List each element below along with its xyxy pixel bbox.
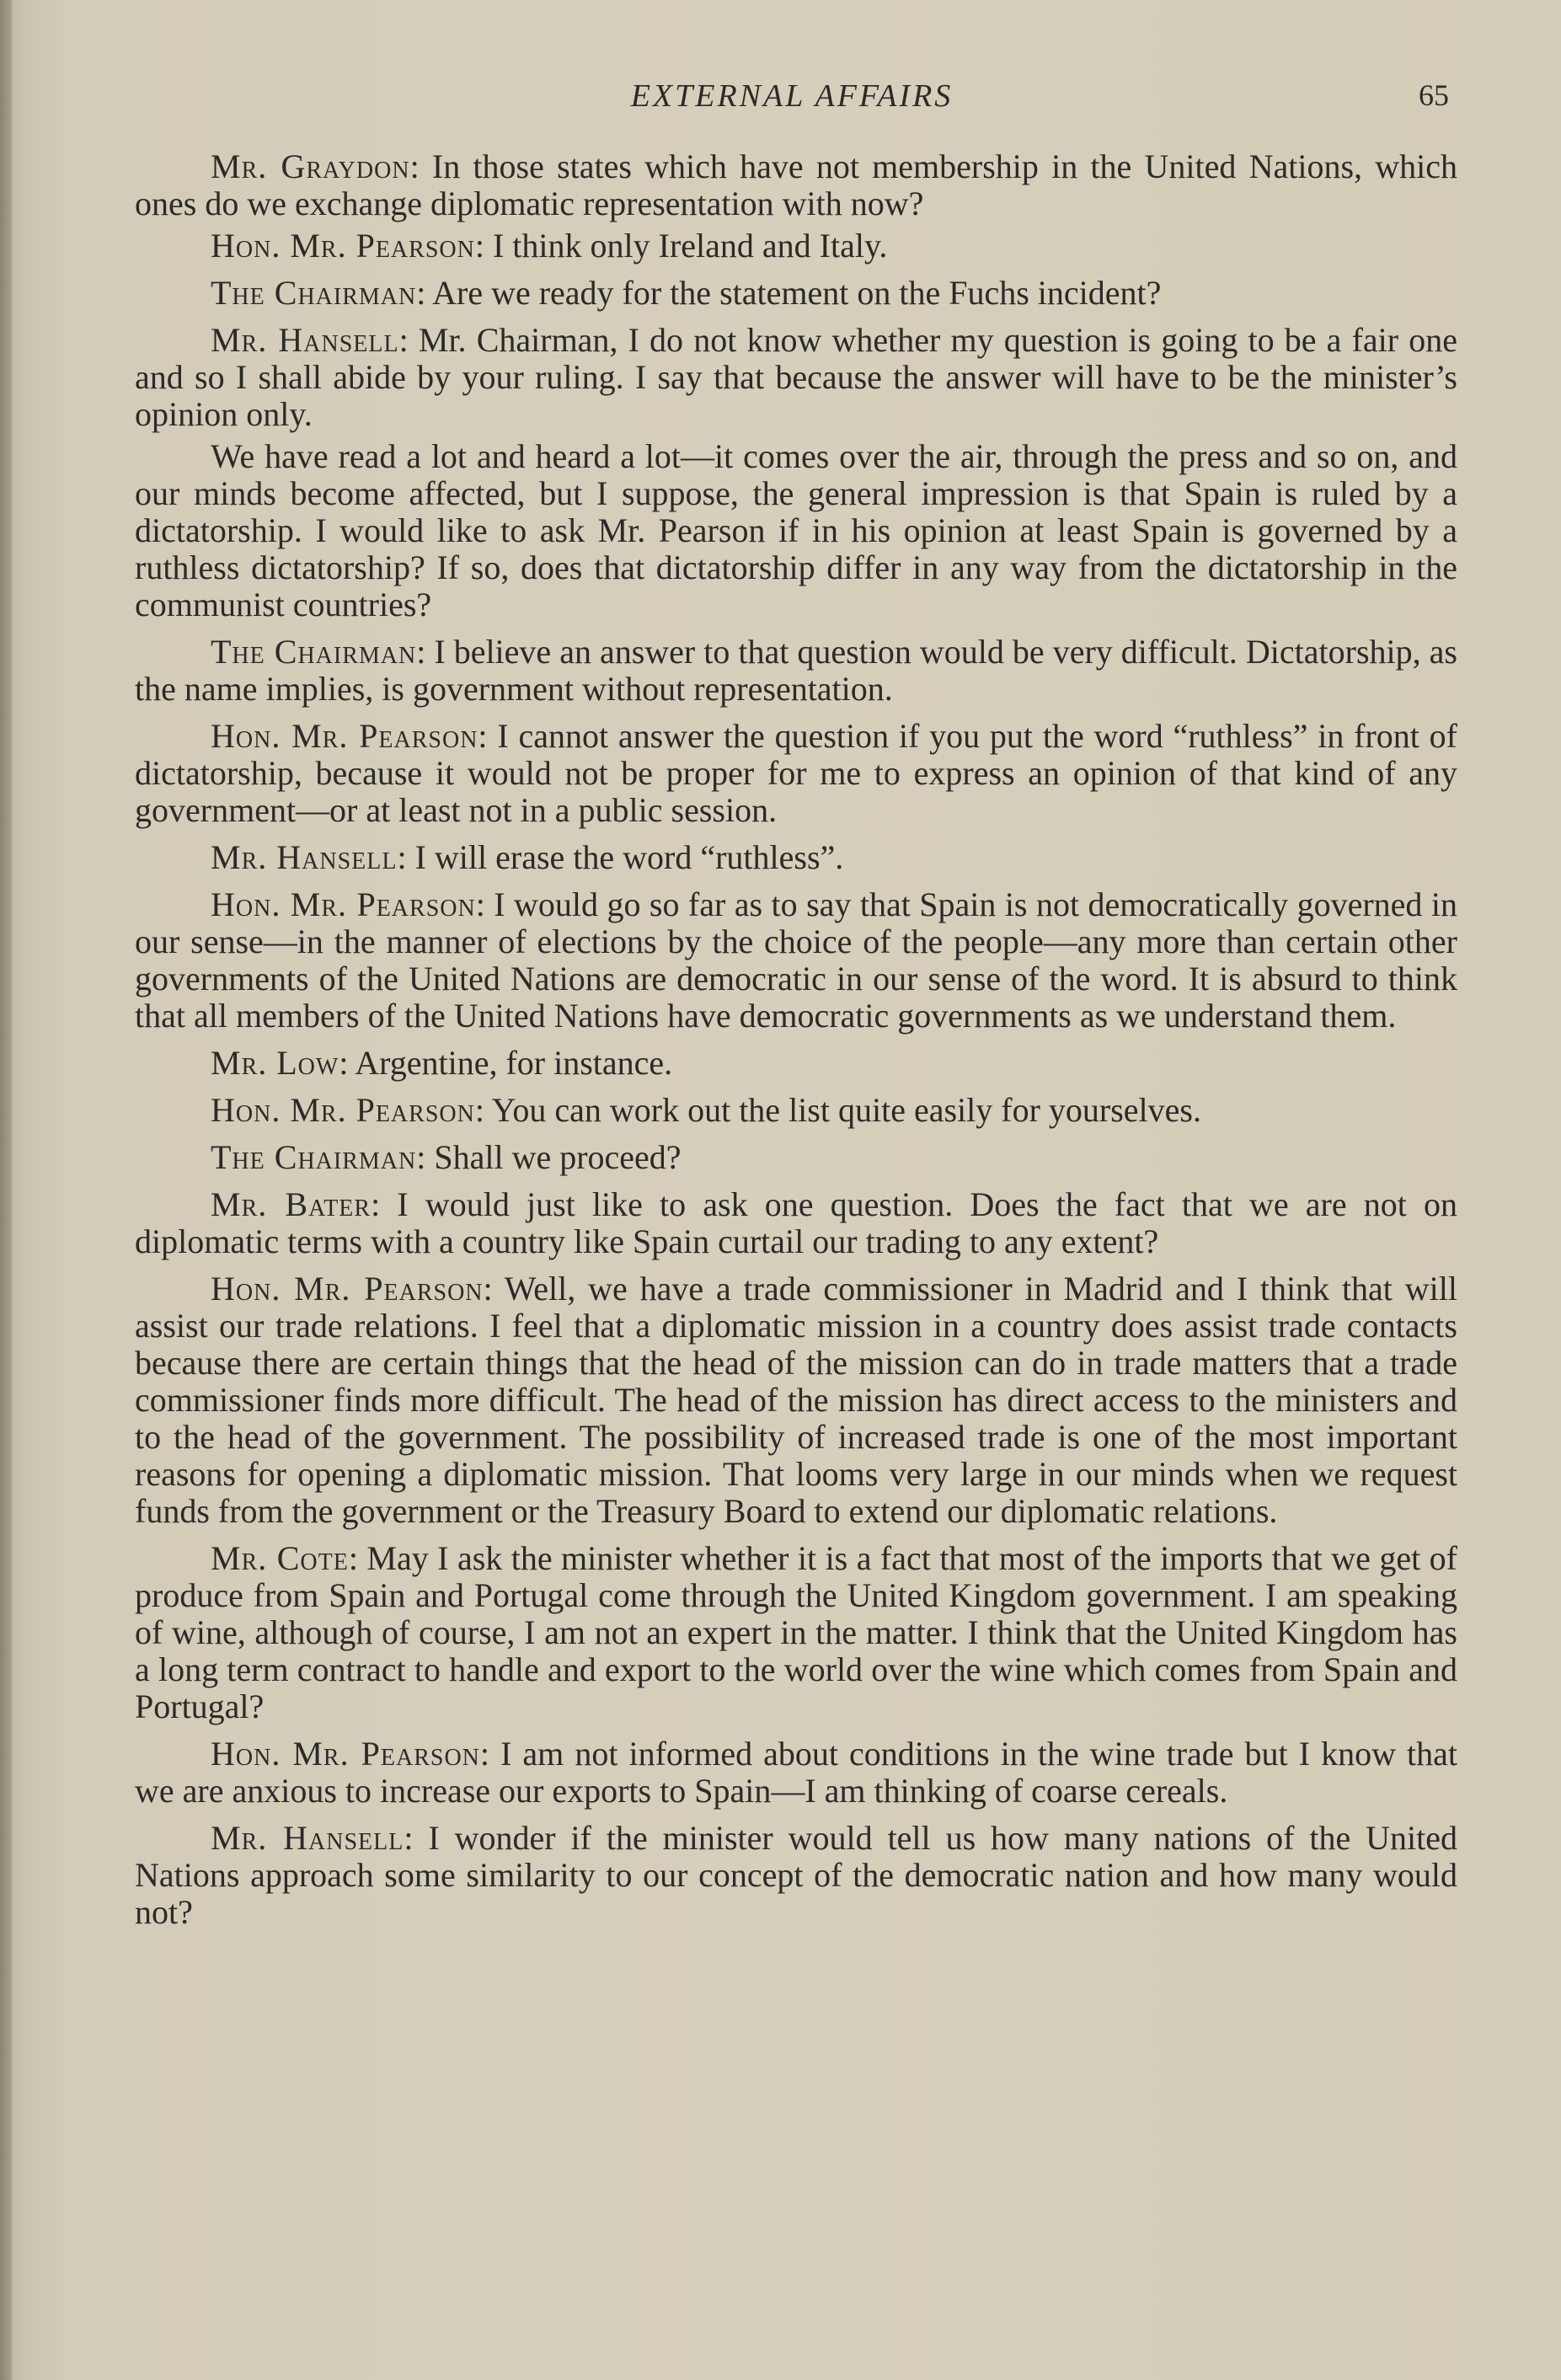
paragraph-text: I believe an answer to that question would be very difficult. Dictatorship, as the name implies, is government without representation.	[135, 633, 1457, 708]
transcript-body	[135, 148, 1457, 1936]
paragraph: Mr. Hansell: Mr. Chairman, I do not know whether my question is going to be a fair one and so I shall abide by your ruling. I say that because the answer will have to be the minister’s opinion only.	[135, 321, 1457, 433]
paragraph-text: May I ask the minister whether it is a fact that most of the imports that we get of produce from Spain and Portugal come through the United Kingdom government. I am speaking of wine, although of course, I am not an expert in the matter. I think that the United Kingdom has a long term contract to handle and export to the world over the wine which comes from Spain and Portugal?	[135, 1539, 1457, 1725]
speaker-name: Hon. Mr. Pearson	[211, 885, 476, 923]
speaker-name: Mr. Hansell	[211, 1819, 404, 1857]
paragraph-text: I cannot answer the question if you put the word “ruthless” in front of dictatorship, because it would not be proper for me to express an opinion of that kind of any government—or at least not in a public session.	[135, 717, 1457, 829]
running-head-title: EXTERNAL AFFAIRS	[630, 78, 954, 114]
paragraph-text: Are we ready for the statement on the Fuchs incident?	[432, 274, 1162, 312]
paragraph-text: Well, we have a trade commissioner in Madrid and I think that will assist our trade relations. I feel that a diplomatic mission in a country does assist trade contacts because there are certain things that the head of the mission can do in trade matters that a trade commissioner finds more difficult. The head of the mission has direct access to the ministers and to the head of the government. The possibility of increased trade is one of the most important reasons for opening a diplomatic mission. That looms very large in our minds when we request funds from the government or the Treasury Board to extend our diplomatic relations.	[135, 1270, 1457, 1530]
speaker-name: Mr. Hansell	[211, 321, 399, 359]
paragraph-text: I will erase the word “ruthless”.	[414, 838, 844, 876]
paragraph-text: In those states which have not membership in the United Nations, which ones do we exchange diplomatic representation with now?	[135, 147, 1457, 222]
paragraph: Mr. Cote: May I ask the minister whether it is a fact that most of the imports that we get of produce from Spain and Portugal come through the United Kingdom government. I am speaking of wine, although of course, I am not an expert in the matter. I think that the United Kingdom has a long term contract to handle and export to the world over the wine which comes from Spain and Portugal?	[135, 1539, 1457, 1725]
paragraph: Hon. Mr. Pearson: I would go so far as to say that Spain is not democratically governed in our sense—in the manner of elections by the choice of the people—any more than certain other governments of the United Nations are democratic in our sense of the word. It is absurd to think that all members of the United Nations have democratic governments as we understand them.	[135, 885, 1457, 1035]
paragraph: Mr. Low: Argentine, for instance.	[211, 1044, 673, 1082]
paragraph-text: Shall we proceed?	[434, 1138, 682, 1176]
paragraph-text: We have read a lot and heard a lot—it comes over the air, through the press and so on, and our minds become affected, but I suppose, the general impression is that Spain is ruled by a dictatorship. I would like to ask Mr. Pearson if in his opinion at least Spain is governed by a ruthless dictatorship? If so, does that dictatorship differ in any way from the dictatorship in the communist countries?	[135, 437, 1457, 623]
paragraph-text: I think only Ireland and Italy.	[492, 227, 888, 265]
paragraph-text: Argentine, for instance.	[355, 1044, 673, 1082]
speaker-name: Hon. Mr. Pearson	[211, 227, 475, 265]
speaker-name: Hon. Mr. Pearson	[211, 717, 478, 755]
paragraph-text: I would go so far as to say that Spain is not democratically governed in our sense—in the manner of elections by the choice of the people—any more than certain other governments of the United Nations are democratic in our sense of the word. It is absurd to think that all members of the United Nations have democratic governments as we understand them.	[135, 885, 1457, 1035]
paragraph-text: I would just like to ask one question. Does the fact that we are not on diplomatic terms with a country like Spain curtail our trading to any extent?	[135, 1185, 1457, 1260]
paragraph: Mr. Hansell: I will erase the word “ruthless”.	[211, 838, 844, 876]
paragraph-text: You can work out the list quite easily for yourselves.	[491, 1091, 1201, 1129]
speaker-name: Mr. Hansell	[211, 838, 398, 876]
paragraph: Mr. Graydon: In those states which have not membership in the United Nations, which ones do we exchange diplomatic representation with now?	[135, 147, 1457, 222]
speaker-name: Hon. Mr. Pearson	[211, 1091, 475, 1129]
paragraph-text: I wonder if the minister would tell us how many nations of the United Nations approach some similarity to our concept of the democratic nation and how many would not?	[135, 1819, 1457, 1931]
speaker-name: Mr. Cote	[211, 1539, 349, 1577]
speaker-name: Mr. Bater	[211, 1185, 372, 1223]
speaker-name: Hon. Mr. Pearson	[211, 1270, 484, 1308]
paragraph: The Chairman: I believe an answer to that question would be very difficult. Dictatorship, as the name implies, is government without representation.	[135, 633, 1457, 708]
paragraph: Hon. Mr. Pearson: I cannot answer the question if you put the word “ruthless” in front of dictatorship, because it would not be proper for me to express an opinion of that kind of any government—or at least not in a public session.	[135, 717, 1457, 829]
running-head	[135, 78, 1449, 128]
page-number: 65	[1419, 78, 1449, 112]
paragraph: Hon. Mr. Pearson: Well, we have a trade commissioner in Madrid and I think that will assist our trade relations. I feel that a diplomatic mission in a country does assist trade contacts because there are certain things that the head of the mission can do in trade matters that a trade commissioner finds more difficult. The head of the mission has direct access to the ministers and to the head of the government. The possibility of increased trade is one of the most important reasons for opening a diplomatic mission. That looms very large in our minds when we request funds from the government or the Treasury Board to extend our diplomatic relations.	[135, 1270, 1457, 1530]
paragraph: Mr. Bater: I would just like to ask one question. Does the fact that we are not on diplomatic terms with a country like Spain curtail our trading to any extent?	[135, 1185, 1457, 1260]
paragraph: Hon. Mr. Pearson: I am not informed about conditions in the wine trade but I know that we are anxious to increase our exports to Spain—I am thinking of coarse cereals.	[135, 1735, 1457, 1810]
paragraph: The Chairman: Are we ready for the statement on the Fuchs incident?	[211, 274, 1162, 312]
paragraph: Hon. Mr. Pearson: You can work out the list quite easily for yourselves.	[211, 1091, 1201, 1129]
paragraph	[135, 438, 1457, 623]
paragraph: Mr. Hansell: I wonder if the minister would tell us how many nations of the United Nations approach some similarity to our concept of the democratic nation and how many would not?	[135, 1819, 1457, 1931]
speaker-name: The Chairman	[211, 274, 417, 312]
speaker-name: Mr. Low	[211, 1044, 339, 1082]
paragraph-text: I am not informed about conditions in the wine trade but I know that we are anxious to increase our exports to Spain—I am thinking of coarse cereals.	[135, 1735, 1457, 1810]
speaker-name: The Chairman	[211, 633, 417, 671]
speaker-name: Hon. Mr. Pearson	[211, 1735, 480, 1773]
speaker-name: Mr. Graydon	[211, 147, 410, 185]
paragraph: Hon. Mr. Pearson: I think only Ireland and Italy.	[211, 227, 888, 265]
paragraph: The Chairman: Shall we proceed?	[211, 1138, 682, 1176]
speaker-name: The Chairman	[211, 1138, 417, 1176]
binding-edge	[0, 0, 12, 2380]
paragraph-text: Mr. Chairman, I do not know whether my question is going to be a fair one and so I shall abide by your ruling. I say that because the answer will have to be the minister’s opinion only.	[135, 321, 1457, 433]
